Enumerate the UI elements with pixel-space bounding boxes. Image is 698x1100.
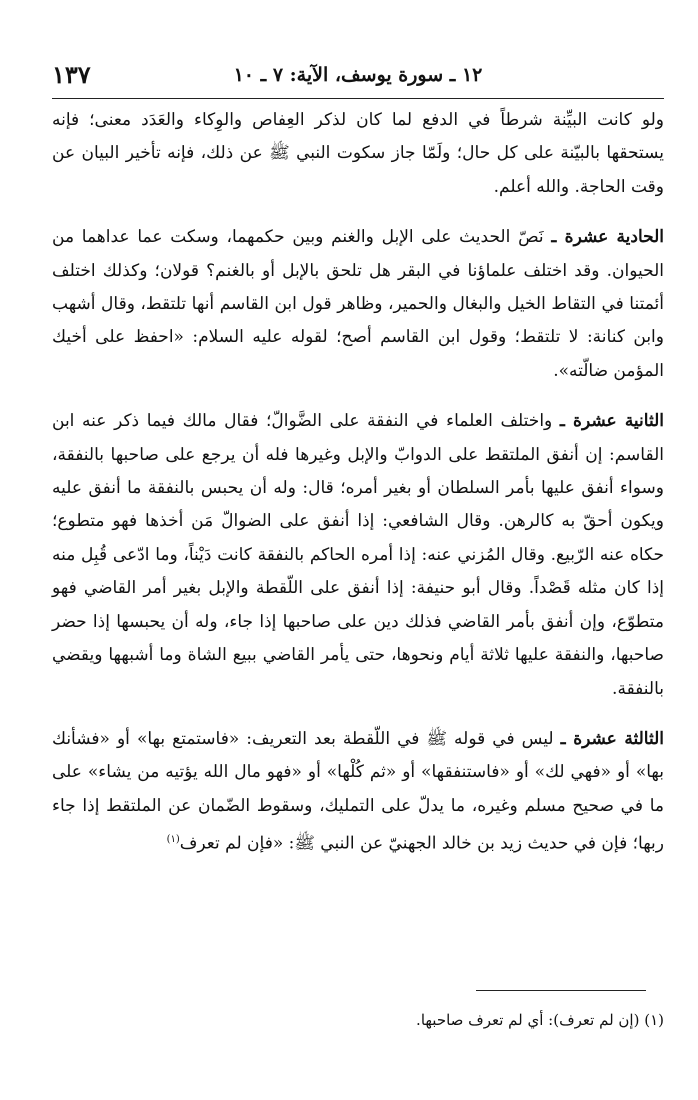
paragraph-heading: الثانية عشرة ـ — [559, 411, 665, 432]
page-number: ١٣٧ — [52, 60, 91, 89]
paragraph-thirteenth — [52, 723, 664, 861]
paragraph-intro — [52, 104, 664, 204]
paragraph-text: ليس في قوله ﷺ في اللّقطة بعد التعريف: «فاستمتع بها» أو «فشأنك بها» أو «فهي لك» أو «فاستنفقها» أو «ثم كُلْها» أو «فهو مال الله يؤتيه من يشاء» على ما في صحيح مسلم وغيره، ما يدلّ على التمليك، وسقوط الضّمان عن الملتقط إذا جاء ربها؛ فإن في حديث زيد بن خالد الجهنيّ عن النبي ﷺ: «فإن لم تعرف — [52, 728, 664, 854]
paragraph-heading: الثالثة عشرة ـ — [560, 728, 664, 749]
paragraph-heading: الحادية عشرة ـ — [551, 227, 664, 248]
paragraph-twelfth — [52, 405, 664, 706]
footnote: (١) (إن لم تعرف): أي لم تعرف صاحبها. — [416, 1011, 664, 1029]
running-title: ١٢ ـ سورة يوسف، الآية: ٧ ـ ١٠ — [233, 64, 483, 86]
footnote-divider — [476, 990, 646, 991]
page-header — [52, 58, 664, 99]
paragraph-text: ولو كانت البيِّنة شرطاً في الدفع لما كان لذكر العِفاص والوِكاء والعَدَد معنى؛ فإنه يستحقها بالبيّنة على كل حال؛ ولَمّا جاز سكوت النبي ﷺ عن ذلك، فإنه تأخير البيان عن وقت الحاجة. والله أعلم. — [52, 110, 664, 197]
paragraph-eleventh — [52, 221, 664, 388]
footnote-reference[interactable]: (١) — [166, 834, 180, 846]
page-body — [52, 104, 664, 878]
paragraph-text: واختلف العلماء في النفقة على الضَّوالّ؛ فقال مالك فيما ذكر عنه ابن القاسم: إن أنفق الملتقط على الدوابّ والإبل وغيرها فله أن يرجع على صاحبها بالنفقة، وسواء أنفق عليها بأمر السلطان أو بغير أمره؛ قال: وله أن يحبس بالنفقة ما أنفق عليه ويكون أحقّ به كالرهن. وقال الشافعي: إذا أنفق على الضوالّ مَن أخذها فهو متطوع؛ حكاه عنه الرّبيع. وقال المُزني عنه: إذا أمره الحاكم بالنفقة كانت دَيْناً، وما ادّعى قُبِل منه إذا كان مثله قَصْداً. وقال أبو حنيفة: إذا أنفق على اللّقطة والإبل بغير أمر القاضي فهو متطوّع، وإن أنفق بأمر القاضي فذلك دين على صاحبها إذا جاء، وله أن يحبسها إذا حضر صاحبها، والنفقة عليها ثلاثة أيام ونحوها، حتى يأمر القاضي ببيع الشاة وما أشبهها ويقضي بالنفقة. — [52, 411, 664, 699]
paragraph-text: نَصّ الحديث على الإبل والغنم وبين حكمهما، وسكت عما عداهما من الحيوان. وقد اختلف علماؤنا في البقر هل تلحق بالإبل أو بالغنم؟ قولان؛ وكذلك اختلف أئمتنا في التقاط الخيل والبغال والحمير، وظاهر قول ابن القاسم أنها تلتقط، وقال أشهب وابن كنانة: لا تلتقط؛ وقول ابن القاسم أصح؛ لقوله عليه السلام: «احفظ على أخيك المؤمن ضالّته». — [52, 227, 664, 381]
